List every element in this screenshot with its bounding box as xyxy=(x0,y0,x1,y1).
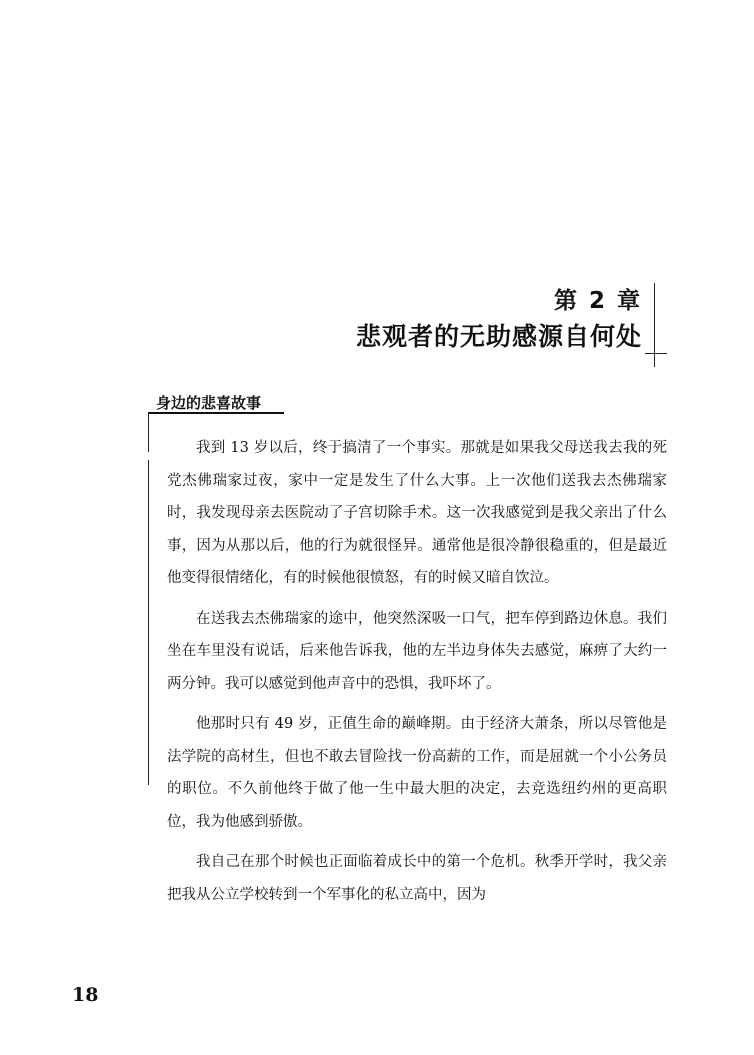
paragraph: 在送我去杰佛瑞家的途中，他突然深吸一口气，把车停到路边休息。我们坐在车里没有说话，后来他告诉我，他的左半边身体失去感觉，麻痹了大约一两分钟。我可以感觉到他声音中的恐惧，我吓坏了。 xyxy=(167,610,667,692)
section-heading: 身边的悲喜故事 xyxy=(156,394,262,412)
chapter-number: 第 2 章 xyxy=(553,288,642,314)
margin-rule xyxy=(148,460,149,785)
body-text xyxy=(167,432,667,919)
page-number: 18 xyxy=(72,984,99,1006)
paragraph: 我到 13 岁以后，终于搞清了一个事实。那就是如果我父母送我去我的死党杰佛瑞家过夜，家中一定是发生了什么大事。上一次他们送我去杰佛瑞家时，我发现母亲去医院动了子宫切除手术。这一次我感觉到是我父亲出了什么事，因为从那以后，他的行为就很怪异。通常他是很冷静很稳重的，但是最近他变得很情绪化，有的时候他很愤怒，有的时候又暗自饮泣。 xyxy=(167,440,667,586)
paragraph: 我自己在那个时候也正面临着成长中的第一个危机。秋季开学时，我父亲把我从公立学校转到一个军事化的私立高中，因为 xyxy=(167,854,667,903)
chapter-title-vertical-rule xyxy=(654,283,655,367)
chapter-title-tick-rule xyxy=(645,353,667,354)
margin-rule xyxy=(148,412,149,452)
paragraph: 他那时只有 49 岁，正值生命的巅峰期。由于经济大萧条，所以尽管他是法学院的高材生，但也不敢去冒险找一份高薪的工作，而是屈就一个小公务员的职位。不久前他终于做了他一生中最大胆的决定，去竞选纽约州的更高职位，我为他感到骄傲。 xyxy=(167,716,667,830)
section-heading-underline xyxy=(148,412,284,414)
chapter-title: 悲观者的无助感源自何处 xyxy=(355,322,642,351)
